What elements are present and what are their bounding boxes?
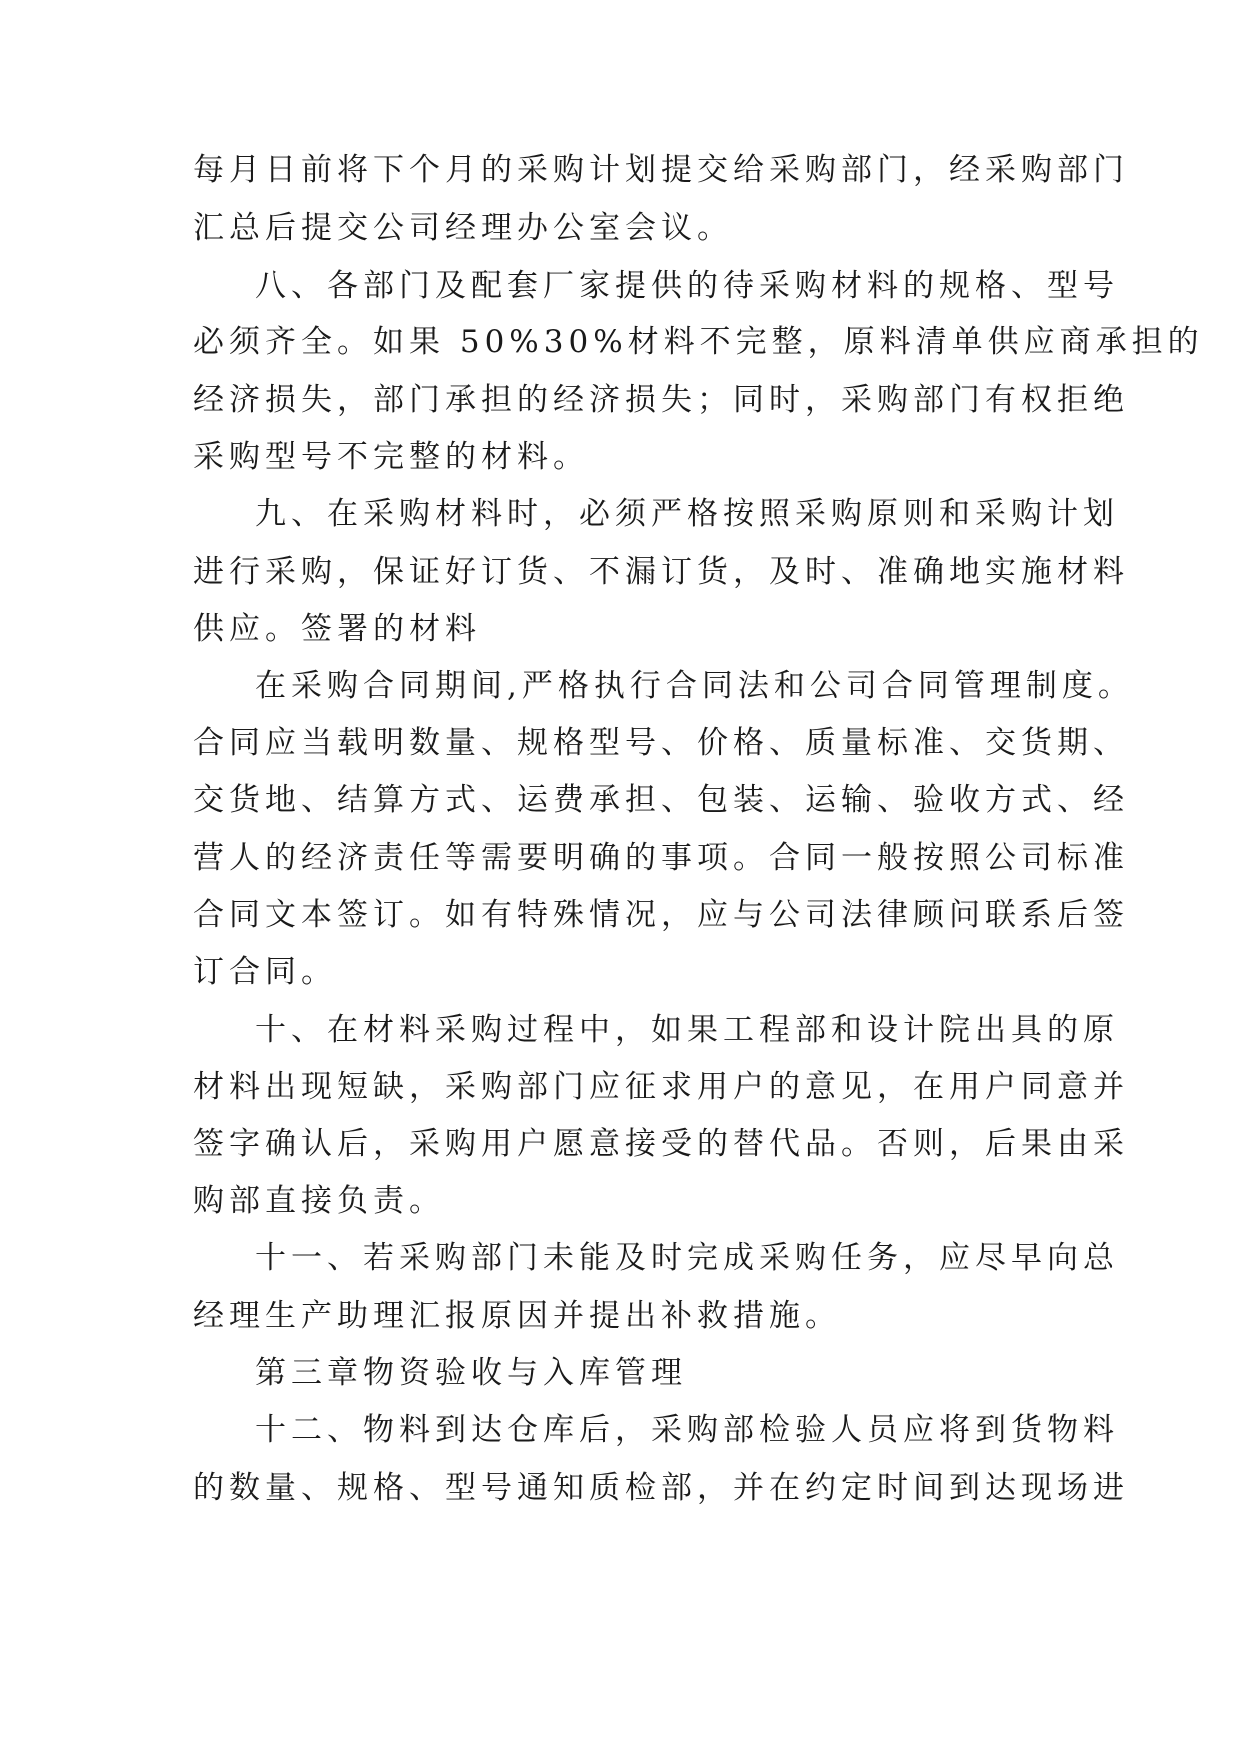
text-line: 进行采购，保证好订货、不漏订货，及时、准确地实施材料 bbox=[193, 554, 1129, 590]
text-line: 每月日前将下个月的采购计划提交给采购部门，经采购部门 bbox=[193, 152, 1129, 188]
paragraph-start-line: 九、在采购材料时，必须严格按照采购原则和采购计划 bbox=[255, 496, 1119, 532]
paragraph-start-line: 十、在材料采购过程中，如果工程部和设计院出具的原 bbox=[255, 1012, 1119, 1048]
text-line: 经济损失，部门承担的经济损失；同时，采购部门有权拒绝 bbox=[193, 382, 1129, 418]
paragraph-start-line: 八、各部门及配套厂家提供的待采购材料的规格、型号 bbox=[255, 268, 1119, 304]
paragraph-start-line: 十一、若采购部门未能及时完成采购任务，应尽早向总 bbox=[255, 1240, 1119, 1276]
paragraph-start-line: 十二、物料到达仓库后，采购部检验人员应将到货物料 bbox=[255, 1412, 1119, 1448]
text-line: 材料出现短缺，采购部门应征求用户的意见，在用户同意并 bbox=[193, 1069, 1129, 1105]
text-line: 的数量、规格、型号通知质检部，并在约定时间到达现场进 bbox=[193, 1470, 1129, 1506]
text-line: 营人的经济责任等需要明确的事项。合同一般按照公司标准 bbox=[193, 840, 1129, 876]
text-line: 必须齐全。如果 50%30%材料不完整，原料清单供应商承担的 bbox=[193, 324, 1204, 360]
text-line: 交货地、结算方式、运费承担、包装、运输、验收方式、经 bbox=[193, 782, 1129, 818]
paragraph-start-line: 在采购合同期间,严格执行合同法和公司合同管理制度。 bbox=[255, 668, 1134, 704]
chapter-heading: 第三章物资验收与入库管理 bbox=[255, 1355, 687, 1391]
text-line: 采购型号不完整的材料。 bbox=[193, 439, 589, 475]
text-line: 签字确认后，采购用户愿意接受的替代品。否则，后果由采 bbox=[193, 1126, 1129, 1162]
text-line: 供应。签署的材料 bbox=[193, 611, 481, 647]
text-line: 购部直接负责。 bbox=[193, 1183, 445, 1219]
text-line: 订合同。 bbox=[193, 954, 337, 990]
text-line: 汇总后提交公司经理办公室会议。 bbox=[193, 210, 733, 246]
text-line: 合同文本签订。如有特殊情况，应与公司法律顾问联系后签 bbox=[193, 897, 1129, 933]
text-line: 经理生产助理汇报原因并提出补救措施。 bbox=[193, 1298, 841, 1334]
text-line: 合同应当载明数量、规格型号、价格、质量标准、交货期、 bbox=[193, 725, 1129, 761]
